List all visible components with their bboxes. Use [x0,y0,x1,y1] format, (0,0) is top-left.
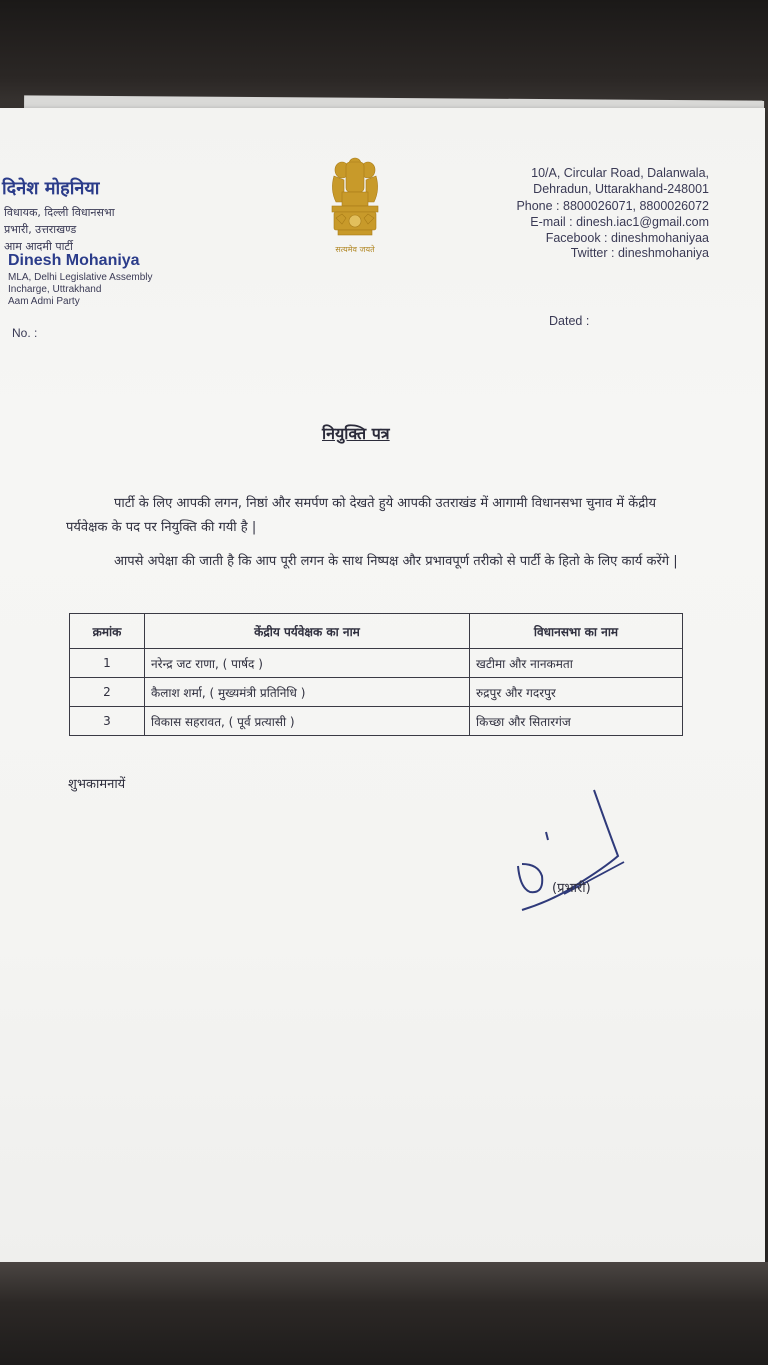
table-row [70,649,683,678]
hindi-designation-3: आम आदमी पार्टी [4,240,73,253]
twitter-line: Twitter : dineshmohaniya [570,246,709,260]
email-line: E-mail : dinesh.iac1@gmail.com [530,215,709,229]
greeting-text: शुभकामनायें [68,777,126,792]
header-serial: क्रमांक [70,614,145,649]
phone-line: Phone : 8800026071, 8800026072 [516,199,709,213]
row-constituency: रुद्रपुर और गदरपुर [470,678,683,707]
row-observer-name: कैलाश शर्मा, ( मुख्यमंत्री प्रतिनिधि ) [145,678,470,707]
english-name: Dinesh Mohaniya [8,252,140,269]
row-serial: 2 [70,678,145,707]
row-serial: 1 [70,649,145,678]
header-observer-name: केंद्रीय पर्यवेक्षक का नाम [145,614,470,649]
letter-page [0,108,765,1268]
dated-label: Dated : [549,314,590,328]
english-designation-2: Incharge, Uttrakhand [8,284,102,295]
row-constituency: खटीमा और नानकमता [470,649,683,678]
paragraph-expectation: आपसे अपेक्षा की जाती है कि आप पूरी लगन के साथ निष्पक्ष और प्रभावपूर्ण तरीको से पार्टी के हितो के लिए कार्य करेंगे | [114,554,678,569]
paragraph-appointment: पार्टी के लिए आपकी लगन, निष्ठां और समर्पण को देखते हुये आपकी उतराखंड में आगामी विधानसभा चुनाव में केंद्रीय पर्यवेक्षक के पद पर नियुक्ति की गयी है | [66,496,657,535]
emblem-caption: सत्यमेव जयते [335,245,375,254]
table-row [70,678,683,707]
address-line-1: 10/A, Circular Road, Dalanwala, [531,166,709,180]
row-observer-name: विकास सहरावत, ( पूर्व प्रत्यासी ) [145,707,470,736]
observer-table [69,613,683,736]
english-designation-3: Aam Admi Party [8,296,80,307]
table-row [70,707,683,736]
hindi-designation-1: विधायक, दिल्ली विधानसभा [4,206,115,219]
national-emblem-icon [320,154,390,258]
table-header-row [70,614,683,649]
hindi-name: दिनेश मोहनिया [2,178,100,199]
row-observer-name: नरेन्द्र जट राणा, ( पार्षद ) [145,649,470,678]
background-bottom [0,1262,768,1365]
letter-title: नियुक्ति पत्र [322,424,390,443]
hindi-designation-2: प्रभारी, उत्तराखण्ड [4,223,77,236]
address-line-2: Dehradun, Uttarakhand-248001 [533,182,709,196]
reference-number-label: No. : [12,326,38,340]
facebook-line: Facebook : dineshmohaniyaa [545,231,709,245]
row-serial: 3 [70,707,145,736]
header-constituency: विधानसभा का नाम [470,614,683,649]
row-constituency: किच्छा और सितारगंज [470,707,683,736]
signatory-designation: (प्रभारी) [552,881,591,896]
english-designation-1: MLA, Delhi Legislative Assembly [8,272,153,283]
